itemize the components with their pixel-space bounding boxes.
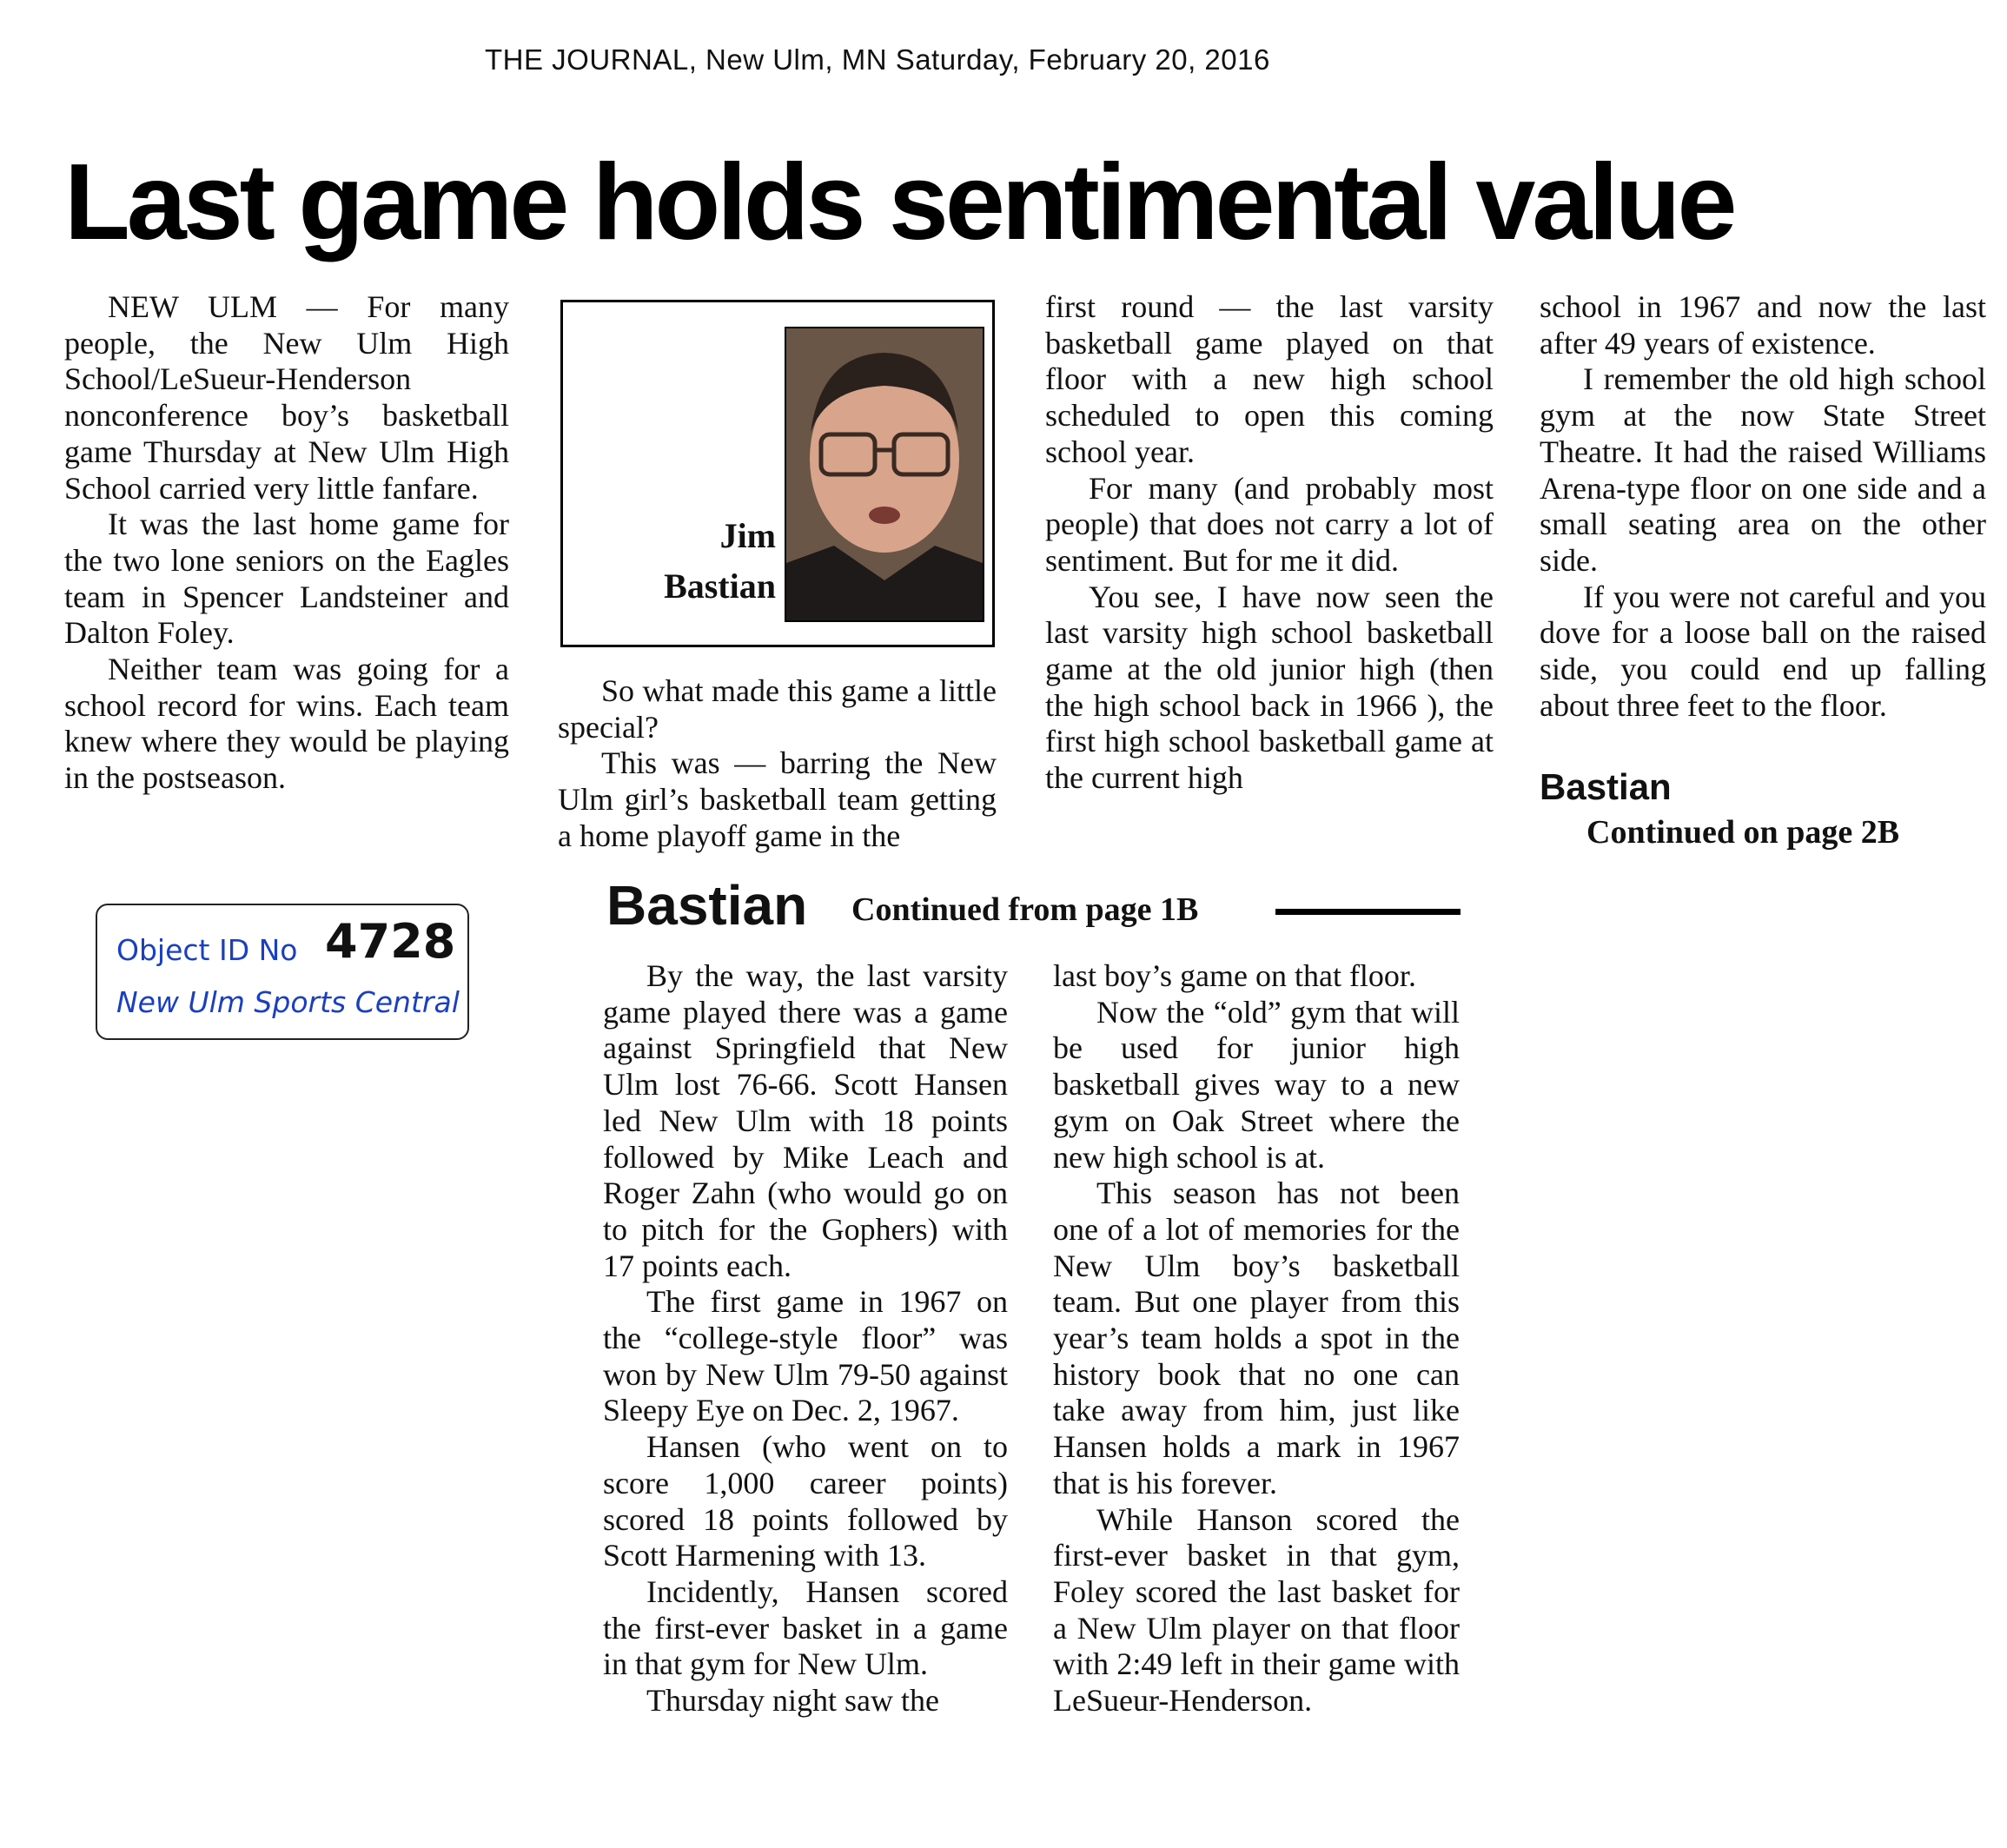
paragraph: While Hanson scored the first-ever basket in that gym, Foley scored the last basket for a New Ulm player on that floor with 2:49 left in their game with LeSueur-Henderson.	[1053, 1501, 1460, 1719]
paragraph: The first game in 1967 on the “college-style floor” was won by New Ulm 79-50 against Sleepy Eye on Dec. 2, 1967.	[603, 1284, 1008, 1428]
byline-last-name: Bastian	[664, 566, 776, 606]
object-id-label: Object ID No	[116, 933, 298, 967]
article-column-1	[64, 289, 509, 797]
paragraph: For many (and probably most people) that does not carry a lot of sentiment. But for me it did.	[1045, 470, 1494, 578]
byline-name	[598, 511, 776, 612]
columnist-photo	[785, 327, 984, 622]
paragraph: Neither team was going for a school record for wins. Each team knew where they would be playing in the postseason.	[64, 652, 509, 796]
continued-on-label: Continued on page 2B	[1586, 814, 1900, 851]
paragraph: This season has not been one of a lot of memories for the New Ulm boy’s basketball team. But one player from this year’s team holds a spot in the history book that no one can take away from him, just like Hansen holds a mark in 1967 that is his forever.	[1053, 1176, 1460, 1500]
byline-box	[560, 300, 995, 647]
paragraph: It was the last home game for the two lone seniors on the Eagles team in Spencer Landsteiner and Dalton Foley.	[64, 507, 509, 651]
continuation-header	[606, 871, 1475, 940]
byline-first-name: Jim	[719, 516, 776, 555]
paragraph: school in 1967 and now the last after 49 years of existence.	[1540, 289, 1986, 361]
dateline: THE JOURNAL, New Ulm, MN Saturday, February 20, 2016	[485, 43, 1270, 76]
headline: Last game holds sentimental value	[64, 142, 1734, 262]
archive-source: New Ulm Sports Central	[116, 985, 460, 1019]
paragraph: This was — barring the New Ulm girl’s basketball team getting a home playoff game in the	[558, 745, 997, 853]
continuation-column-left	[603, 958, 1008, 1719]
paragraph: last boy’s game on that floor.	[1053, 958, 1416, 993]
continued-from-label: Continued from page 1B	[851, 891, 1199, 928]
header-rule	[1275, 909, 1461, 915]
paragraph: By the way, the last varsity game played there was a game against Springfield that New Ulm lost 76-66. Scott Hansen led New Ulm with 18 points followed by Mike Leach and Roger Zahn (who would go on to pitch for the Gophers) with 17 points each.	[603, 958, 1008, 1283]
paragraph: NEW ULM — For many people, the New Ulm High School/LeSueur-Henderson nonconference boy’s basketball game Thursday at New Ulm High School carried very little fanfare.	[64, 289, 509, 506]
paragraph: I remember the old high school gym at the now State Street Theatre. It had the raised Williams Arena-type floor on one side and a small seating area on the other side.	[1540, 361, 1986, 578]
article-column-2	[558, 673, 997, 855]
article-column-3	[1045, 289, 1494, 797]
paragraph: Thursday night saw the	[646, 1683, 939, 1719]
paragraph: Hansen (who went on to score 1,000 career points) scored 18 points followed by Scott Harmening with 13.	[603, 1429, 1008, 1573]
continuation-tag: Bastian	[606, 874, 808, 937]
paragraph: Now the “old” gym that will be used for junior high basketball gives way to a new gym on Oak Street where the new high school is at.	[1053, 994, 1460, 1175]
columnist-portrait	[786, 328, 983, 620]
paragraph: first round — the last varsity basketball game played on that floor with a new high school scheduled to open this coming school year.	[1045, 289, 1494, 469]
jump-out-tag: Bastian	[1540, 766, 1672, 807]
paragraph: Incidently, Hansen scored the first-ever basket in a game in that gym for New Ulm.	[603, 1573, 1008, 1682]
archive-label-box	[96, 904, 469, 1040]
paragraph: If you were not careful and you dove for a loose ball on the raised side, you could end up falling about three feet to the floor.	[1540, 579, 1986, 723]
paragraph: So what made this game a little special?	[558, 673, 997, 745]
object-id-number: 4728	[325, 914, 456, 969]
article-column-4	[1540, 289, 1986, 724]
paragraph: You see, I have now seen the last varsity high school basketball game at the old junior high (then the high school back in 1966 ), the first high school basketball game at the current high	[1045, 579, 1494, 796]
continuation-column-right	[1053, 958, 1460, 1719]
